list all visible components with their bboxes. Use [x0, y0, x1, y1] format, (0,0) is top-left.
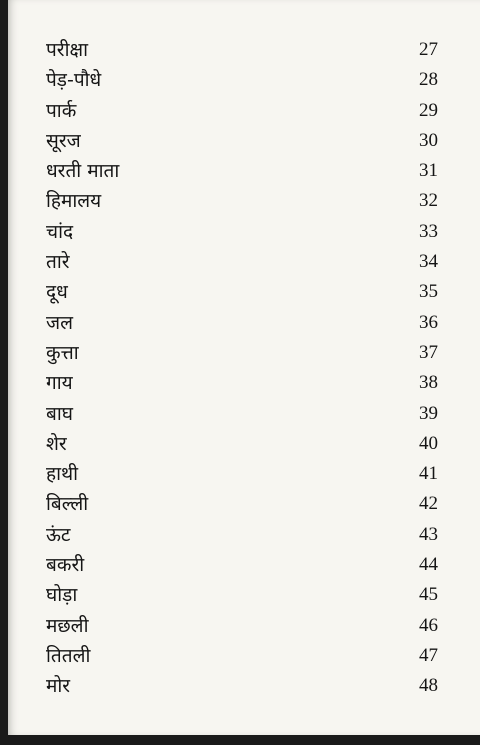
toc-entry [46, 127, 438, 157]
toc-entry [46, 430, 438, 460]
toc-entry-title: चांद [46, 220, 74, 243]
toc-entry-page: 44 [419, 554, 438, 576]
toc-entry-title: गाय [46, 372, 73, 395]
toc-entry [46, 672, 438, 702]
toc-entry-page: 28 [419, 69, 438, 91]
toc-entry-title: बाघ [46, 402, 73, 425]
toc-entry-page: 30 [419, 129, 438, 151]
toc-entry-page: 45 [419, 584, 438, 606]
toc-entry-title: ऊंट [46, 523, 71, 546]
toc-entry [46, 339, 438, 369]
toc-entry-title: बकरी [46, 554, 85, 577]
toc-entry-page: 32 [419, 190, 438, 212]
toc-entry-title: जल [46, 311, 73, 334]
toc-entry-title: मछली [46, 614, 89, 637]
toc-entry-title: पार्क [46, 99, 77, 122]
toc-entry [46, 369, 438, 399]
toc-entry-page: 46 [419, 614, 438, 636]
toc-entry-page: 48 [419, 675, 438, 697]
toc-entry-title: तितली [46, 644, 91, 667]
toc-entry-title: बिल्ली [46, 493, 89, 516]
toc-entry-title: घोड़ा [46, 584, 78, 607]
toc-entry [46, 581, 438, 611]
toc-entry [46, 187, 438, 217]
toc-entry-title: शेर [46, 432, 67, 455]
toc-entry-page: 35 [419, 281, 438, 303]
toc-entry-title: पेड़-पौधे [46, 69, 102, 92]
toc-entry-page: 40 [419, 432, 438, 454]
table-of-contents [46, 36, 438, 703]
toc-entry-page: 29 [419, 99, 438, 121]
toc-entry [46, 36, 438, 66]
toc-entry [46, 66, 438, 96]
toc-entry-title: कुत्ता [46, 341, 79, 364]
toc-entry [46, 460, 438, 490]
toc-entry-title: हाथी [46, 463, 79, 486]
toc-entry [46, 248, 438, 278]
toc-entry-page: 27 [419, 39, 438, 60]
toc-entry-page: 33 [419, 220, 438, 242]
toc-entry-page: 34 [419, 251, 438, 273]
book-page [8, 0, 480, 735]
toc-entry [46, 551, 438, 581]
toc-entry-page: 31 [419, 160, 438, 182]
toc-entry-page: 43 [419, 523, 438, 545]
toc-entry [46, 490, 438, 520]
toc-entry-page: 37 [419, 341, 438, 363]
toc-entry-page: 36 [419, 311, 438, 333]
toc-entry [46, 309, 438, 339]
toc-entry-title: सूरज [46, 129, 81, 152]
toc-entry-title: मोर [46, 675, 71, 698]
toc-entry-title: धरती माता [46, 160, 120, 183]
toc-entry [46, 218, 438, 248]
toc-entry [46, 400, 438, 430]
toc-entry [46, 157, 438, 187]
toc-entry-title: दूध [46, 281, 68, 304]
toc-entry-page: 47 [419, 644, 438, 666]
toc-entry [46, 642, 438, 672]
toc-entry-title: हिमालय [46, 190, 102, 213]
toc-entry [46, 97, 438, 127]
toc-entry-page: 38 [419, 372, 438, 394]
toc-entry [46, 612, 438, 642]
toc-entry-title: तारे [46, 251, 70, 274]
toc-entry [46, 278, 438, 308]
toc-entry-title: परीक्षा [46, 39, 89, 61]
toc-entry [46, 521, 438, 551]
toc-entry-page: 39 [419, 402, 438, 424]
toc-entry-page: 41 [419, 463, 438, 485]
toc-entry-page: 42 [419, 493, 438, 515]
